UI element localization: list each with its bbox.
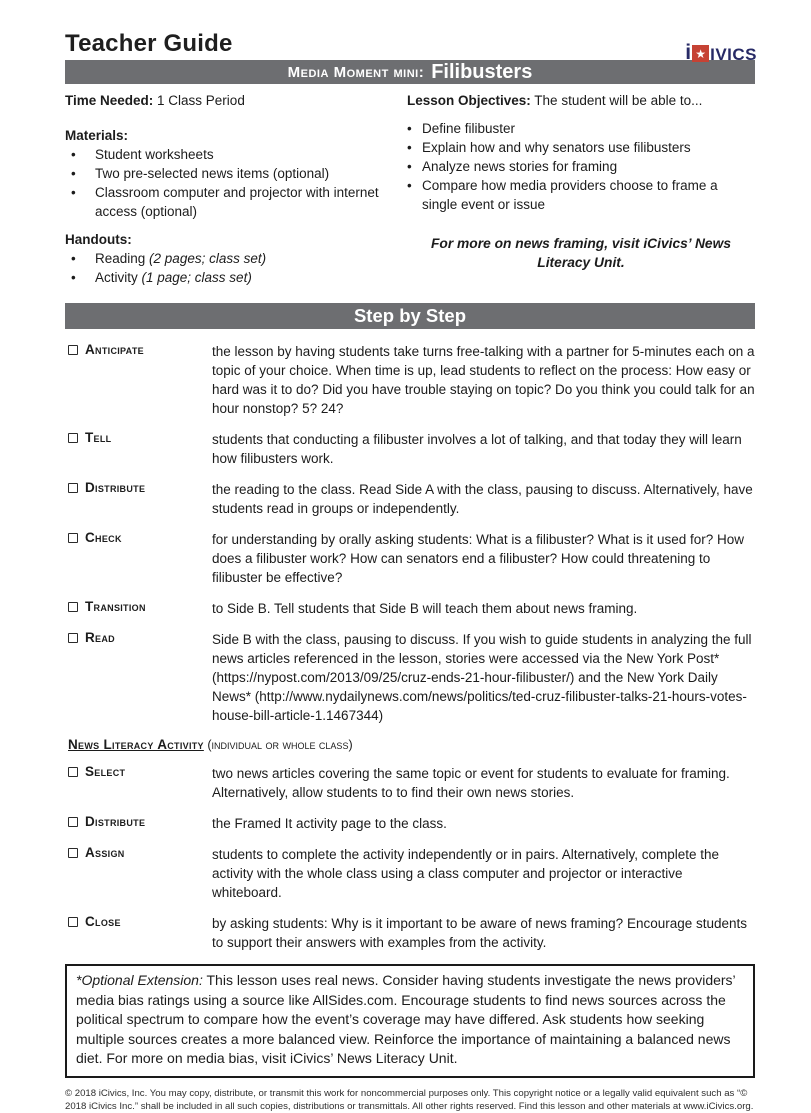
checkbox-icon [68, 433, 78, 443]
checkbox-icon [68, 533, 78, 543]
banner-series-label: Media Moment mini: [287, 63, 425, 81]
objective-item: Compare how media providers choose to frame a single event or issue [422, 178, 718, 212]
checkbox-icon [68, 345, 78, 355]
list-item [65, 249, 407, 268]
step-by-step-banner: Step by Step [65, 303, 755, 329]
step-row [65, 599, 755, 618]
checkbox-icon [68, 767, 78, 777]
materials-heading: Materials: [65, 128, 129, 143]
objectives-intro-text: The student will be able to... [530, 93, 703, 108]
step-row [65, 914, 755, 952]
materials-item: Student worksheets [95, 147, 214, 162]
step-row [65, 480, 755, 518]
step-text: Side B with the class, pausing to discuss. If you wish to guide students in analyzing the full news articles referenced in the lesson, stories were accessed via the New York Post* (https://nypost.com/2013/09/25/cruz-ends-21-hour-filibuster/) and the New York Daily News* (http://www.nydailynews.com/news/politics/ted-cruz-filibuster-talks-21-hours-votes-house-bill-article-1.1467344) [212, 632, 752, 723]
optional-extension-box [65, 964, 755, 1078]
info-row [65, 91, 755, 110]
step-label: Select [65, 764, 212, 802]
lesson-objectives-intro [407, 91, 755, 110]
time-needed-label: Time Needed: [65, 93, 154, 108]
handouts-list [65, 249, 407, 287]
step-text: to Side B. Tell students that Side B will teach them about news framing. [212, 601, 638, 616]
step-label: Close [65, 914, 212, 952]
checkbox-icon [68, 817, 78, 827]
materials-list [65, 145, 407, 221]
columns [65, 117, 755, 287]
lesson-title-banner [65, 60, 755, 84]
step-text: the Framed It activity page to the class. [212, 816, 447, 831]
step-text: for understanding by orally asking students: What is a filibuster? What is it used for? How does a filibuster work? How can senators end a filibuster? How could threatening to filibuster be effective? [212, 532, 745, 585]
star-icon: ★ [692, 45, 709, 62]
step-label: Check [65, 530, 212, 587]
list-item [65, 145, 407, 164]
bullet-icon: • [71, 270, 76, 285]
step-row [65, 814, 755, 833]
objectives-column [407, 117, 755, 287]
step-label: Assign [65, 845, 212, 902]
step-label: Read [65, 630, 212, 725]
bullet-icon: • [407, 178, 412, 193]
checkbox-icon [68, 848, 78, 858]
optional-extension-label: *Optional Extension: [76, 972, 203, 988]
banner-lesson-title: Filibusters [431, 60, 533, 83]
materials-item: Two pre-selected news items (optional) [95, 166, 330, 181]
step-text: students to complete the activity independently or in pairs. Alternatively, complete the activity with the whole class using a class computer and projector or interactive whiteboard. [212, 847, 720, 900]
step-label: Distribute [65, 480, 212, 518]
handouts-item: Reading (2 pages; class set) [95, 251, 267, 266]
step-row [65, 530, 755, 587]
step-by-step-list [65, 342, 755, 952]
bullet-icon: • [407, 140, 412, 155]
step-label: Tell [65, 430, 212, 468]
news-framing-note: For more on news framing, visit iCivics’ News Literacy Unit. [430, 236, 732, 270]
list-item [65, 164, 407, 183]
bullet-icon: • [407, 121, 412, 136]
step-label: Transition [65, 599, 212, 618]
time-needed-value: 1 Class Period [153, 93, 245, 108]
logo-letter-i: i [685, 41, 692, 64]
list-item [407, 176, 755, 214]
step-row [65, 430, 755, 468]
time-needed [65, 91, 407, 110]
page-title: Teacher Guide [65, 30, 233, 57]
copyright-footer: © 2018 iCivics, Inc. You may copy, distribute, or transmit this work for noncommercial purposes only. This copyright notice or a legally valid equivalent such as “© 2018 iCivics Inc.” shall be included in all such copies, distributions or transmittals. All other rights reserved. Find this lesson and other materials at www.iCivics.org. [65, 1087, 754, 1112]
step-text: the lesson by having students take turns free-talking with a partner for 5-minutes each on a topic of your choice. When time is up, lead students to reflect on the process: How easy or hard was it to do? Did you have trouble staying on topic? Do you think you could talk for an hour nonstop? 5? 24? [212, 344, 755, 416]
logo-letters: IVICS [710, 45, 757, 64]
activity-heading-suffix: (individual or whole class) [203, 738, 353, 752]
handouts-item: Activity (1 page; class set) [95, 270, 252, 285]
news-literacy-activity-heading [68, 737, 755, 752]
checkbox-icon [68, 602, 78, 612]
list-item [65, 183, 407, 221]
icivics-logo [685, 42, 757, 63]
objective-item: Analyze news stories for framing [422, 159, 618, 174]
step-text: students that conducting a filibuster involves a lot of talking, and that today they will learn how filibusters work. [212, 432, 742, 466]
bullet-icon: • [71, 147, 76, 162]
bullet-icon: • [407, 159, 412, 174]
checkbox-icon [68, 633, 78, 643]
bullet-icon: • [71, 166, 76, 181]
list-item [65, 268, 407, 287]
objectives-label: Lesson Objectives: [407, 93, 531, 108]
step-text: two news articles covering the same topic or event for students to evaluate for framing. Alternatively, allow students to to find their own news stories. [212, 766, 730, 800]
objectives-list [407, 119, 755, 214]
bullet-icon: • [71, 251, 76, 266]
list-item [407, 138, 755, 157]
checkbox-icon [68, 483, 78, 493]
materials-handouts-column [65, 117, 407, 287]
checkbox-icon [68, 917, 78, 927]
step-label: Anticipate [65, 342, 212, 418]
list-item [407, 119, 755, 138]
step-text: the reading to the class. Read Side A with the class, pausing to discuss. Alternatively, have students read in groups or independently. [212, 482, 753, 516]
step-row [65, 342, 755, 418]
list-item [407, 157, 755, 176]
materials-item: Classroom computer and projector with internet access (optional) [95, 185, 379, 219]
activity-heading-text: News Literacy Activity [68, 737, 204, 752]
step-row [65, 764, 755, 802]
handouts-heading: Handouts: [65, 232, 132, 247]
objective-item: Define filibuster [422, 121, 516, 136]
bullet-icon: • [71, 185, 76, 200]
step-row [65, 845, 755, 902]
step-row [65, 630, 755, 725]
step-label: Distribute [65, 814, 212, 833]
optional-extension-text: This lesson uses real news. Consider having students investigate the news providers’ media bias ratings using a source like AllSides.com. Encourage students to find news sources across the political spectrum to compare how the event’s coverage may have differed. Ask students how seeking multiple sources creates a more balanced view. Reinforce the importance of maintaining a balanced news diet. For more on media bias, visit iCivics’ News Literacy Unit. [76, 972, 736, 1066]
objective-item: Explain how and why senators use filibusters [422, 140, 691, 155]
step-text: by asking students: Why is it important to be aware of news framing? Encourage students to support their answers with examples from the activity. [212, 916, 748, 950]
